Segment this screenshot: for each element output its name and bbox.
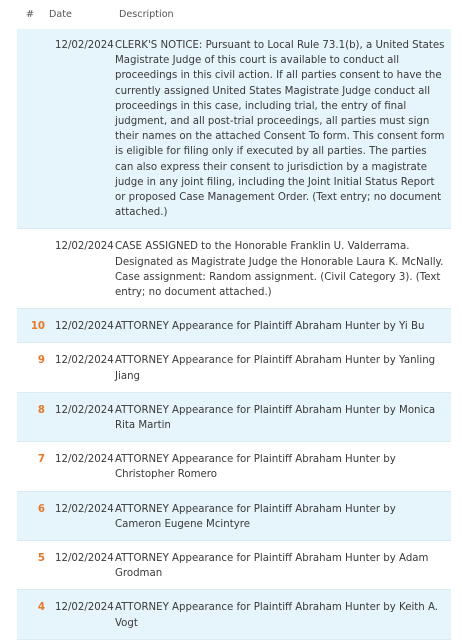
entry-number: 10 [30,321,45,333]
entry-description: CASE ASSIGNED to the Honorable Franklin U. Valderrama. Designated as Magistrate Judge the Honorable Laura K. McNally. Case assignment: Random assignment. (Civil Category 3). (Text entry; no document attached.) [115,241,444,299]
entry-date: 12/02/2024 [55,602,114,614]
entry-description: ATTORNEY Appearance for Plaintiff Abraham Hunter by Monica Rita Martin [115,404,436,432]
entry-number: 7 [37,454,45,466]
docket-row[interactable] [17,29,451,229]
entry-date: 12/02/2024 [55,321,114,333]
docket-row[interactable] [17,442,451,491]
entry-description: ATTORNEY Appearance for Plaintiff Abraham Hunter by Yanling Jiang [115,355,436,382]
docket-row[interactable] [17,393,451,442]
entry-description: ATTORNEY Appearance for Plaintiff Abraham Hunter by Christopher Romero [115,454,396,481]
entry-date: 12/02/2024 [55,241,114,253]
entry-description: ATTORNEY Appearance for Plaintiff Abraham Hunter by Keith A. Vogt [115,602,439,629]
header-number: # [26,9,35,20]
entry-number: 9 [37,355,45,367]
docket-row[interactable] [17,343,451,392]
entry-description: ATTORNEY Appearance for Plaintiff Abraham Hunter by Cameron Eugene Mcintyre [115,503,396,530]
docket-row[interactable] [17,229,451,309]
table-header [0,0,462,29]
entry-date: 12/02/2024 [55,503,114,515]
entry-number: 6 [37,503,45,515]
docket-list [17,29,451,640]
entry-number: 5 [37,553,45,565]
docket-row[interactable] [17,492,451,541]
docket-row[interactable] [17,590,451,639]
docket-row[interactable] [17,541,451,590]
entry-description: ATTORNEY Appearance for Plaintiff Abraham Hunter by Adam Grodman [115,553,429,580]
entry-date: 12/02/2024 [55,454,114,466]
entry-date: 12/02/2024 [55,553,114,565]
entry-number: 4 [37,602,45,614]
entry-date: 12/02/2024 [55,355,114,367]
entry-description: ATTORNEY Appearance for Plaintiff Abraham Hunter by Yi Bu [115,321,425,333]
entry-description: CLERK'S NOTICE: Pursuant to Local Rule 73.1(b), a United States Magistrate Judge of this court is available to conduct all proceedings in this civil action. If all parties consent to have the currently assigned United States Magistrate Judge conduct all proceedings in this case, including trial, the entry of final judgment, and all post-trial proceedings, all parties must sign their names on the attached Consent To form. This consent form is eligible for filing only if executed by all parties. The parties can also express their consent to jurisdiction by a magistrate judge in any joint filing, including the Joint Initial Status Report or proposed Case Management Order. (Text entry; no document attached.) [115,40,445,219]
entry-date: 12/02/2024 [55,40,114,51]
entry-number: 8 [37,404,45,416]
header-description: Description [119,9,174,20]
entry-date: 12/02/2024 [55,404,114,416]
docket-row[interactable] [17,309,451,343]
header-date: Date [49,9,72,20]
